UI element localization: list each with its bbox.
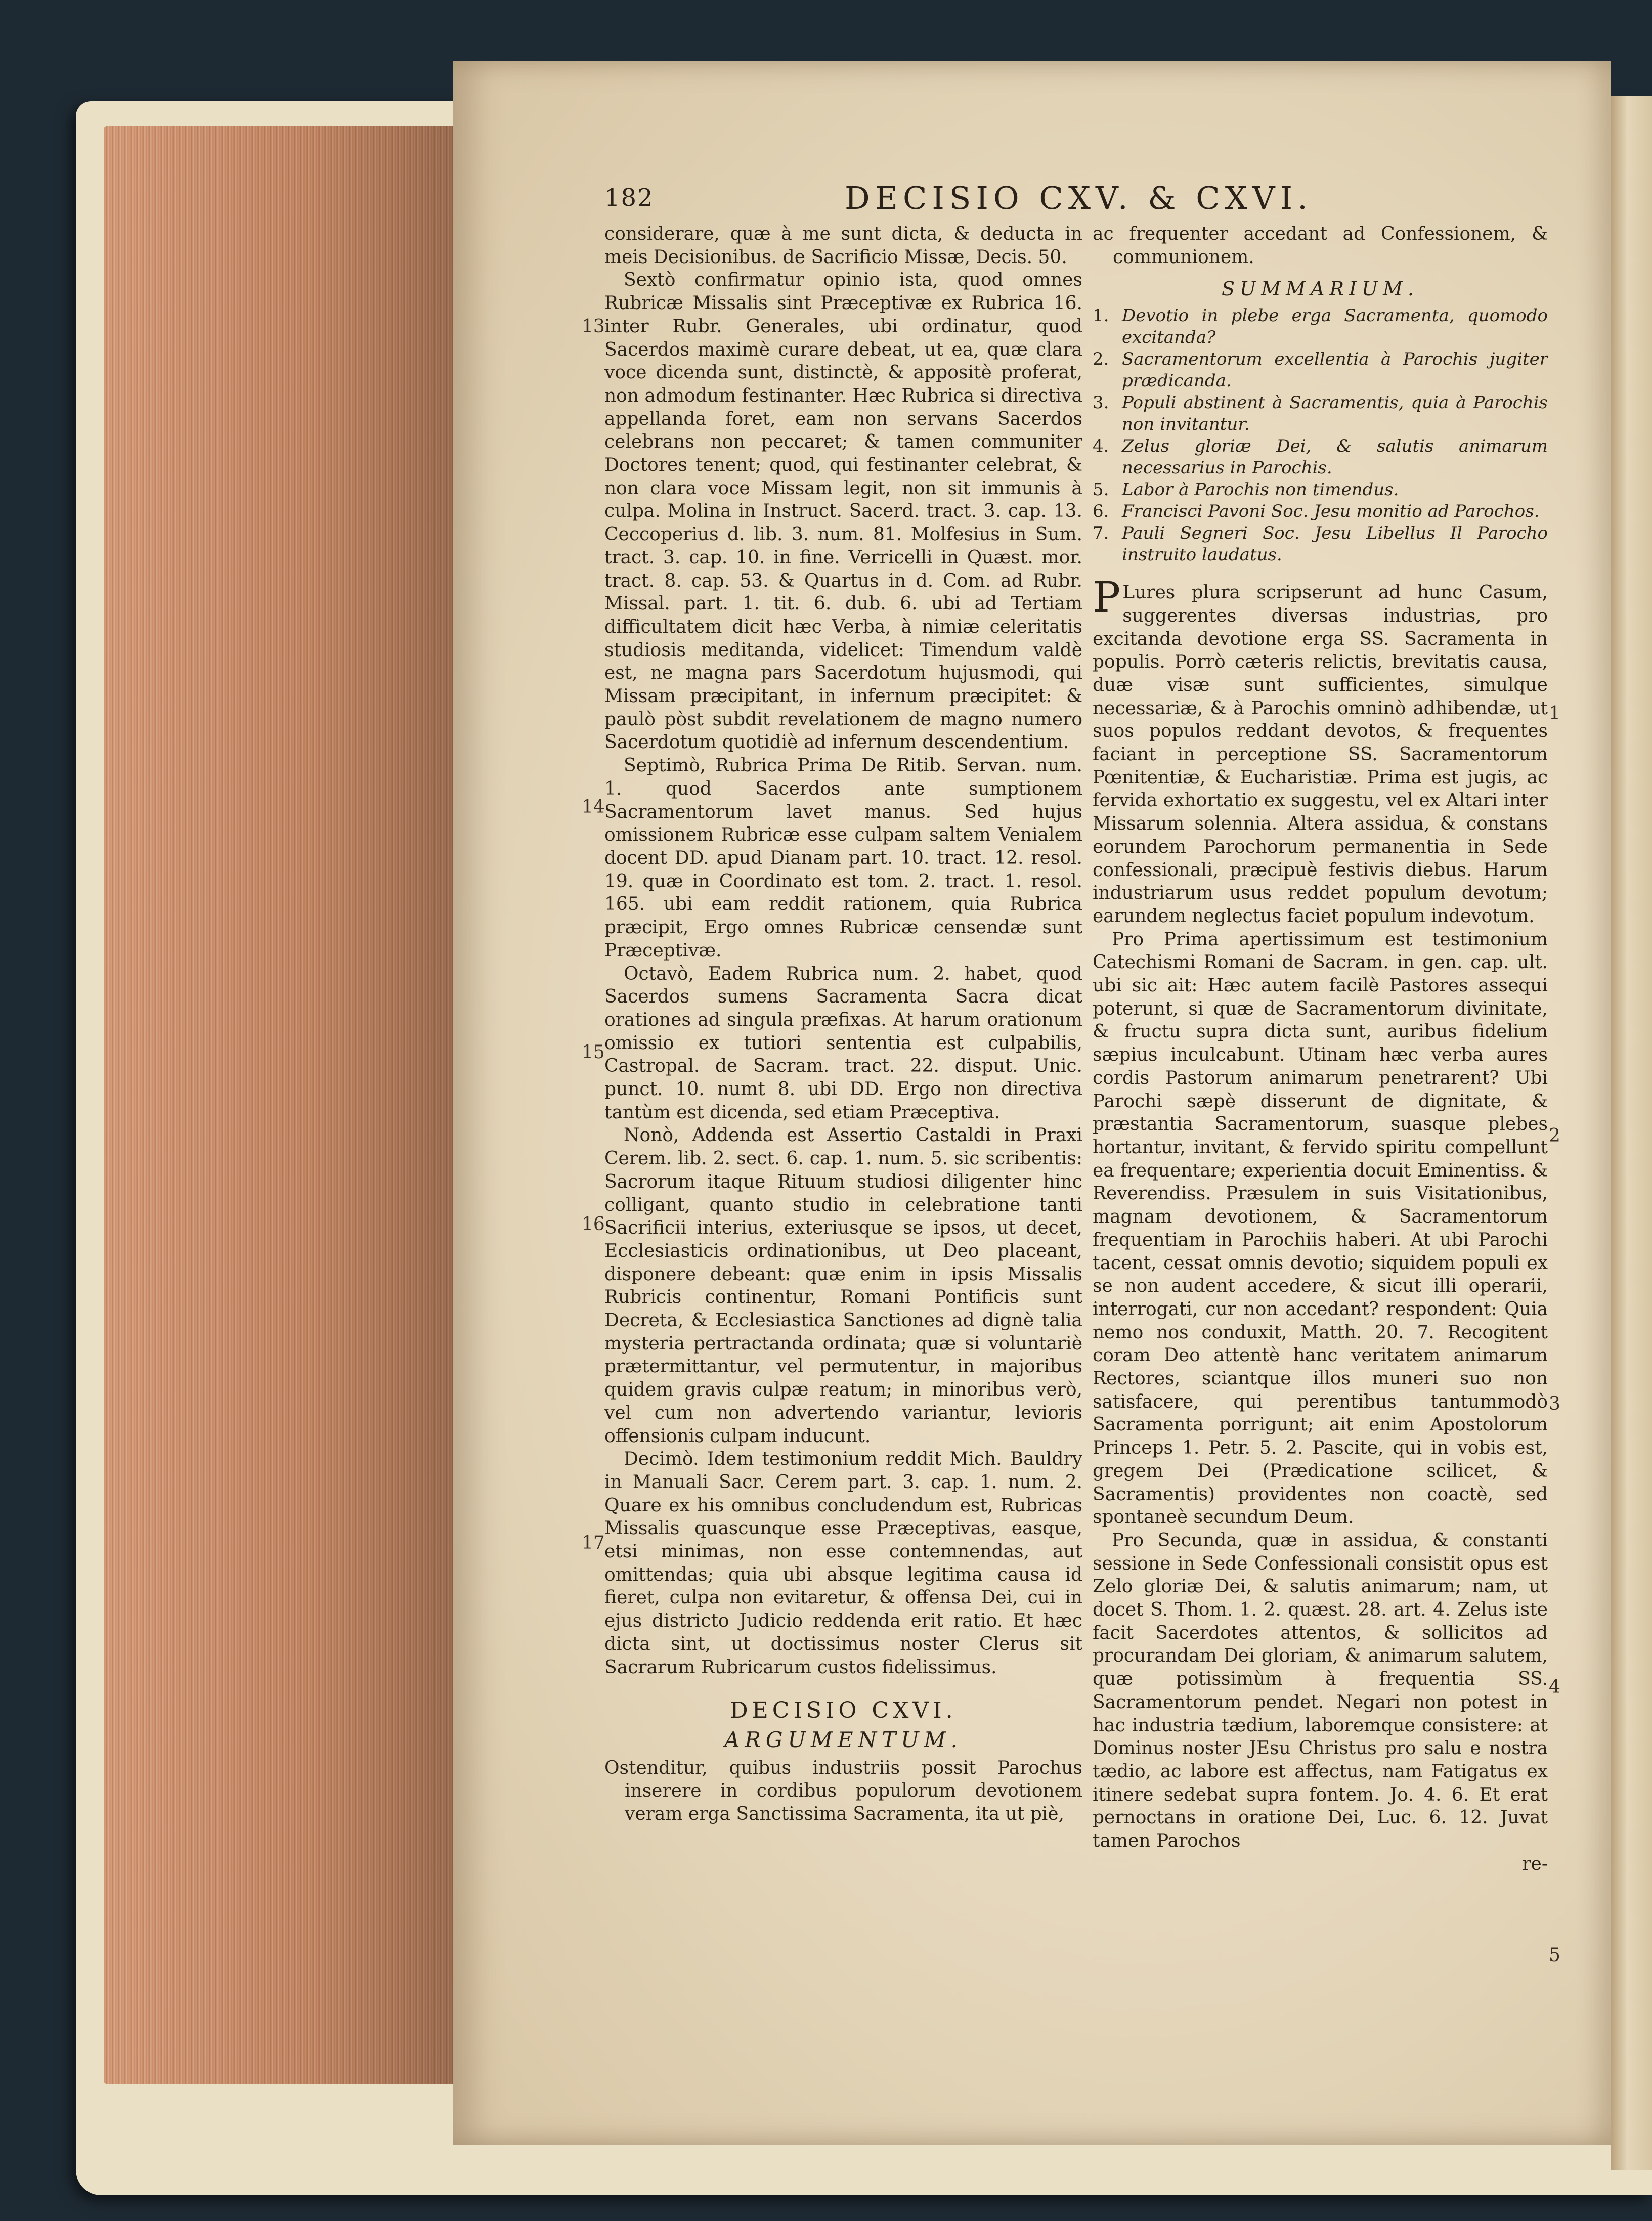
paragraph: considerare, quæ à me sunt dicta, & deducta in meis Decisionibus. de Sacrificio Missæ, Decis. 50. — [604, 224, 1082, 268]
margin-number: 4 — [1549, 1677, 1560, 1697]
paragraph: Decimò. Idem testimonium reddit Mich. Bauldry in Manuali Sacr. Cerem part. 3. cap. 1. num. 2. Quare ex his omnibus concludendum est, Rubricas Missalis quascunque esse Præceptivas, easque, etsi minimas, non esse contemnendas, aut omittendas; quia ubi absque legitima causa id fieret, culpa non evitaretur, & offensa Dei, cui in ejus districto Judicio reddenda erit ratio. Et hæc dicta sint, ut doctissimus noster Clerus sit Sacrarum Rubricarum custos fidelissimus. — [604, 1449, 1082, 1678]
summary-text: Pauli Segneri Soc. Jesu Libellus Il Parocho instruito laudatus. — [1122, 523, 1548, 565]
margin-number: 16 — [582, 1214, 605, 1235]
catchword: re- — [1522, 1853, 1548, 1875]
running-head — [604, 180, 1505, 220]
summary-item — [1093, 522, 1548, 566]
summary-heading: SUMMARIUM. — [1222, 278, 1419, 300]
summary-list — [1093, 305, 1548, 566]
facing-page-edge — [1611, 96, 1652, 2170]
summary-number: 6. — [1093, 501, 1109, 522]
paragraph: Nonò, Addenda est Assertio Castaldi in Praxi Cerem. lib. 2. sect. 6. cap. 1. num. 5. sic scribentis: Sacrorum itaque Rituum studiosi diligenter hinc colligant, quanto studio in celebratione tanti Sacrificii interius, exteriusque se ipsos, ut decet, Ecclesiasticis ordinationibus, ut Deo placeant, disponere debeant: quæ enim in ipsis Missalis Rubricis continentur, Romani Pontificis sunt Decreta, & Ecclesiastica Sanctiones ad dignè talia mysteria pertractanda ordinata; quæ si voluntariè prætermittantur, vel permutentur, in majoribus quidem gravis culpæ reatum; in minoribus verò, vel cum non advertendo variantur, levioris offensionis culpam inducunt. — [604, 1125, 1082, 1447]
summary-item — [1093, 501, 1548, 522]
paragraph: Pro Prima apertissimum est testimonium Catechismi Romani de Sacram. in gen. cap. ult. ubi sic ait: Hæc autem facilè Pastores assequi poterunt, si quæ de Sacramentorum divinitate, & fructu supra dicta sunt, auribus fidelium sæpius inculcabunt. Utinam hæc verba aures cordis Pastorum animarum penetrarent? Ubi Parochi sæpè disserunt de dignitate, & præstantia Sacramentorum, suasque plebes hortantur, invitant, & fervido spiritu compellunt ea frequentare; experientia docuit Eminentiss. & Reverendiss. Præsulem in suis Visitationibus, magnam devotionem, & Sacramentorum frequentiam in Parochiis haberi. At ubi Parochi tacent, cessat omnis devotio; siquidem populi ex se non audent accedere, & sicut illi operarii, interrogati, cur non accedant? respondent: Quia nemo nos conduxit, Matth. 20. 7. Recogitent coram Deo attentè hanc veritatem animarum Rectores, sciantque illos muneri suo non satisfacere, qui perentibus tantummodò Sacramenta porrigunt; ait enim Apostolorum Princeps 1. Petr. 5. 2. Pascite, qui in vobis est, gregem Dei (Prædicatione scilicet, & Sacramentis) providentes non coactè, sed spontaneè secundum Deum. — [1093, 929, 1548, 1528]
decisio-heading: DECISIO CXVI. — [730, 1697, 957, 1724]
argumentum-heading: ARGUMENTUM. — [724, 1727, 963, 1752]
paragraph: PLures plura scripserunt ad hunc Casum, suggerentes diversas industrias, pro excitanda devotione erga SS. Sacramenta in populis. Porrò cæteris relictis, brevitatis causa, duæ visæ sunt sufficientes, simulque necessariæ, & à Parochis omninò adhibendæ, ut suos populos reddant devotos, & frequentes faciant in perceptione SS. Sacramentorum Pœnitentiæ, & Eucharistiæ. Prima est jugis, ac fervida exhortatio ex suggestu, vel ex Altari inter Missarum solennia. Altera assidua, & constans eorundem Parochorum permanentia in Sede confessionali, præcipuè festivis diebus. Harum industriarum usus reddet populum devotum; earundem neglectus faciet populum indevotum. — [1093, 574, 1548, 927]
summary-text: Francisci Pavoni Soc. Jesu monitio ad Parochos. — [1122, 501, 1540, 522]
summary-item — [1093, 349, 1548, 392]
summary-item — [1093, 436, 1548, 479]
summary-item — [1093, 392, 1548, 436]
summary-text: Populi abstinent à Sacramentis, quia à Parochis non invitantur. — [1122, 393, 1548, 435]
margin-number: 13 — [582, 316, 605, 337]
summary-number: 1. — [1093, 306, 1109, 326]
summary-item — [1093, 479, 1548, 501]
margin-number: 14 — [582, 797, 605, 817]
margin-number: 15 — [582, 1042, 605, 1063]
margin-number: 17 — [582, 1533, 605, 1553]
argumentum-text: Ostenditur, quibus industriis possit Parochus inserere in cordibus populorum devotionem veram erga Sanctissima Sacramenta, ita ut piè, — [604, 1757, 1082, 1825]
argumentum-continuation: ac frequenter accedant ad Confessionem, & communionem. — [1093, 224, 1548, 268]
summary-text: Sacramentorum excellentia à Parochis jugiter prædicanda. — [1122, 349, 1548, 391]
paragraph: Septimò, Rubrica Prima De Ritib. Servan. num. 1. quod Sacerdos ante sumptionem Sacramentorum lavet manus. Sed hujus omissionem Rubricæ esse culpam saltem Venialem docent DD. apud Dianam part. 10. tract. 12. resol. 19. quæ in Coordinato est tom. 2. tract. 1. resol. 165. ubi eam reddit rationem, quia Rubrica præcipit, Ergo omnes Rubricæ censendæ sunt Præceptivæ. — [604, 755, 1082, 961]
paragraph: Octavò, Eadem Rubrica num. 2. habet, quod Sacerdos sumens Sacramenta Sacra dicat orationes ad singula præfixas. At harum orationum omissio ex tutiori sententia est culpabilis, Castropal. de Sacram. tract. 22. disput. Unic. punct. 10. numt 8. ubi DD. Ergo non directiva tantùm est dicenda, sed etiam Præceptiva. — [604, 963, 1082, 1123]
paragraph: Pro Secunda, quæ in assidua, & constanti sessione in Sede Confessionali consistit opus est Zelo gloriæ Dei, & salutis animarum; nam, ut docet S. Thom. 1. 2. quæst. 28. art. 4. Zelus iste facit Sacerdotes attentos, & sollicitos ad procurandam Dei gloriam, & animarum salutem, quæ potissimùm à frequentia SS. Sacramentorum pendet. Negari non potest in hac industria tædium, laboremque consistere: at Dominus noster JEsu Christus pro salu e nostra tædio, ac labore est affectus, nam Fatigatus ex itinere sedebat supra fontem. Jo. 4. 6. Et erat pernoctans in oratione Dei, Luc. 6. 12. Juvat tamen Parochos — [1093, 1530, 1548, 1852]
summary-text: Labor à Parochis non timendus. — [1122, 480, 1399, 500]
margin-number: 3 — [1549, 1393, 1560, 1414]
summary-text: Zelus gloriæ Dei, & salutis animarum necessarius in Parochis. — [1122, 436, 1548, 478]
left-column — [604, 223, 1082, 2028]
summary-item — [1093, 305, 1548, 349]
summary-number: 2. — [1093, 349, 1109, 370]
summary-number: 5. — [1093, 480, 1109, 500]
margin-number: 1 — [1549, 703, 1560, 724]
right-column — [1093, 223, 1548, 2028]
summary-text: Devotio in plebe erga Sacramenta, quomodo excitanda? — [1122, 306, 1548, 348]
summary-number: 3. — [1093, 393, 1109, 413]
summary-number: 4. — [1093, 436, 1109, 457]
margin-number: 5 — [1549, 1945, 1560, 1966]
running-title: DECISIO CXV. & CXVI. — [845, 180, 1313, 216]
summary-number: 7. — [1093, 523, 1109, 544]
page-number: 182 — [604, 184, 654, 212]
paragraph: Sextò confirmatur opinio ista, quod omnes Rubricæ Missalis sint Præceptivæ ex Rubrica 16. inter Rubr. Generales, ubi ordinatur, quod Sacerdos maximè curare debeat, ut ea, quæ clara voce dicenda sunt, distinctè, & appositè proferat, non admodum festinanter. Hæc Rubrica si directiva appellanda foret, eam non servans Sacerdos celebrans non peccaret; & tamen communiter Doctores tenent; quod, qui festinanter celebrat, & non clara voce Missam legit, non sit immunis à culpa. Molina in Instruct. Sacerd. tract. 3. cap. 13. Ceccoperius d. lib. 3. num. 81. Molfesius in Sum. tract. 3. cap. 10. in fine. Verricelli in Quæst. mor. tract. 8. cap. 53. & Quartus in d. Com. ad Rubr. Missal. part. 1. tit. 6. dub. 6. ubi ad Tertiam difficultatem dicit hæc Verba, à nimiæ celeritatis studiosis meditanda, videlicet: Timendum valdè est, ne magna pars Sacerdotum hujusmodi, qui Missam præcipitant, in infernum præcipitet: & paulò pòst subdit revelationem de magno numero Sacerdotum quotidiè ad infernum descendentium. — [604, 270, 1082, 753]
page-edges — [104, 126, 453, 2084]
margin-number: 2 — [1549, 1125, 1560, 1146]
